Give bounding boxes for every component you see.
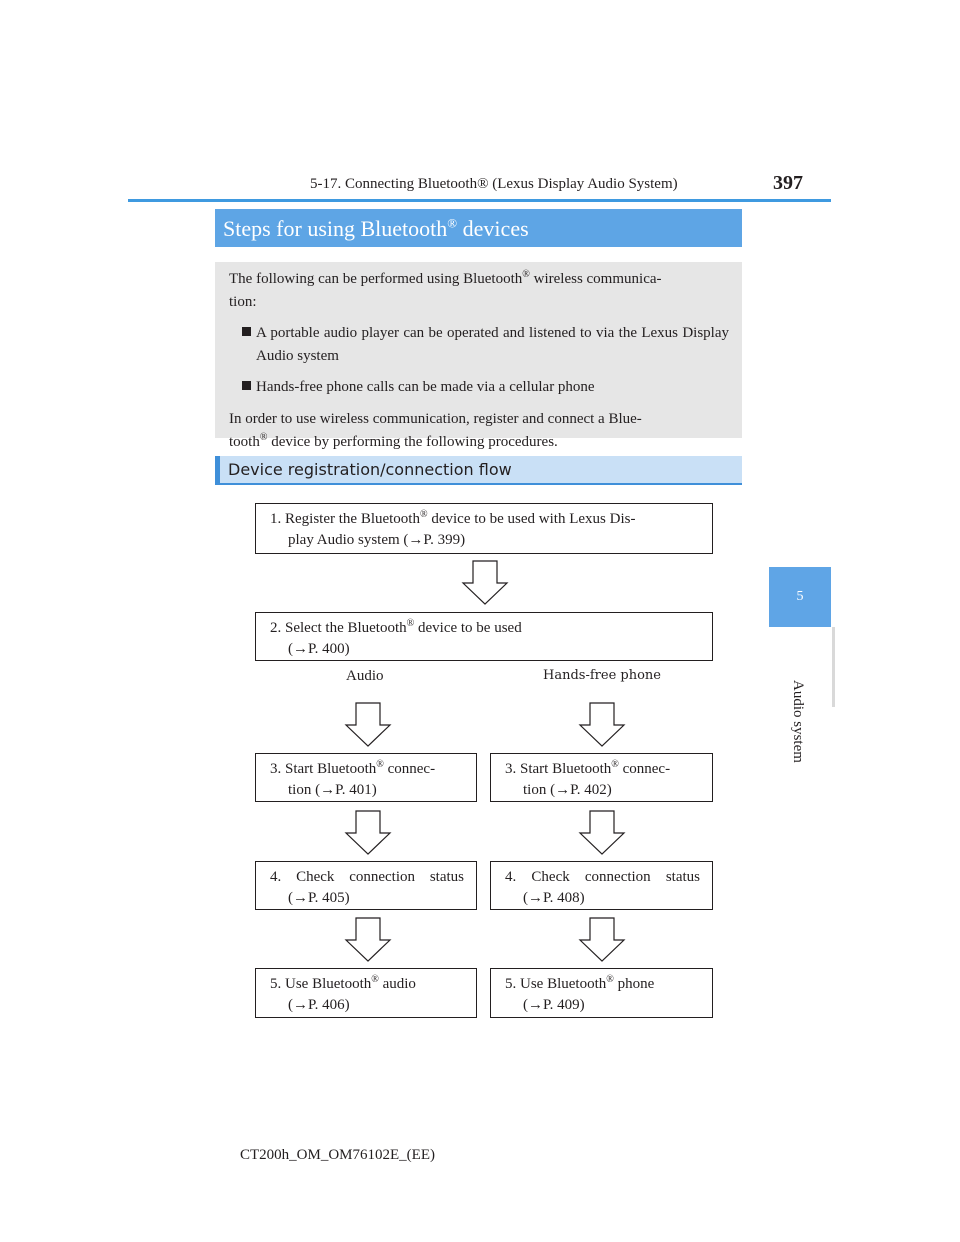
page-number: 397 [773, 172, 803, 194]
reg-mark: ® [376, 759, 384, 770]
flow-step-5-audio [255, 968, 477, 1018]
branch-label-phone: Hands-free phone [543, 668, 661, 683]
title-text-2: devices [457, 216, 529, 241]
chapter-label [788, 680, 818, 763]
down-arrow-icon [578, 702, 626, 748]
down-arrow-icon [344, 702, 392, 748]
flow-step-4-audio [255, 861, 477, 910]
intro-box [215, 262, 742, 450]
step-text: device to be used with Lexus Dis- [427, 511, 636, 527]
down-arrow-icon [578, 810, 626, 856]
intro-paragraph [229, 268, 729, 314]
step-text: (→P. 400) [288, 641, 350, 657]
section-subtitle [215, 456, 742, 483]
reg-mark: ® [406, 618, 415, 629]
step-text: 5. Use Bluetooth [505, 976, 607, 992]
reg-mark: ® [611, 759, 619, 770]
closing-text-3: device by performing the following procedures. [267, 434, 558, 450]
intro-text-3: tion: [229, 294, 257, 310]
step-text: device to be used [414, 620, 522, 636]
intro-closing [229, 408, 729, 454]
page-title [215, 209, 742, 247]
branch-label-audio: Audio [346, 668, 384, 684]
closing-reg-mark: ® [259, 432, 268, 443]
step-text: 3. Start Bluetooth [505, 761, 612, 777]
step-text: phone [613, 976, 655, 992]
step-text: 4. Check connection status [270, 869, 464, 885]
down-arrow-icon [344, 917, 392, 963]
intro-reg-mark: ® [522, 269, 530, 280]
step-text: connec- [618, 761, 671, 777]
bullet-text: A portable audio player can be operated and listened to via the Lexus Display Audio system [256, 325, 729, 364]
chapter-tab: 5 [769, 567, 831, 627]
flow-step-3-phone [490, 753, 713, 802]
step-text: tion (→P. 401) [288, 782, 377, 798]
section-header: 5-17. Connecting Bluetooth® (Lexus Display Audio System) [310, 176, 678, 192]
step-text: 5. Use Bluetooth [270, 976, 372, 992]
document-code: CT200h_OM_OM76102E_(EE) [240, 1147, 435, 1163]
intro-text-2: wireless communica- [529, 271, 662, 287]
step-text: (→P. 405) [288, 890, 350, 906]
step-text: play Audio system (→P. 399) [288, 532, 466, 548]
reg-mark: ® [606, 974, 614, 985]
chapter-tab-rule [832, 627, 835, 707]
flow-step-2 [255, 612, 713, 661]
step-text: (→P. 406) [288, 997, 350, 1013]
step-text: 4. Check connection status [505, 869, 700, 885]
subtitle-accent [215, 456, 220, 483]
reg-mark: ® [371, 974, 379, 985]
bullet-square-icon [242, 327, 251, 336]
intro-text-1: The following can be performed using Bluetooth [229, 271, 523, 287]
step-text: (→P. 409) [523, 997, 585, 1013]
down-arrow-icon [344, 810, 392, 856]
reg-mark: ® [419, 509, 428, 520]
flow-step-5-phone [490, 968, 713, 1018]
step-text: 1. Register the Bluetooth [270, 511, 420, 527]
step-text: audio [378, 976, 416, 992]
step-text: tion (→P. 402) [523, 782, 612, 798]
flow-step-4-phone [490, 861, 713, 910]
down-arrow-icon [578, 917, 626, 963]
bullet-square-icon [242, 381, 251, 390]
flow-step-1 [255, 503, 713, 554]
step-text: (→P. 408) [523, 890, 585, 906]
title-text-1: Steps for using Bluetooth [223, 216, 448, 241]
subtitle-rule [215, 483, 742, 485]
down-arrow-icon [461, 560, 509, 606]
closing-text-1: In order to use wireless communication, register and connect a Blue- [229, 411, 642, 427]
flow-step-3-audio [255, 753, 477, 802]
step-text: 2. Select the Bluetooth [270, 620, 407, 636]
chapter-label-text: Audio system [790, 680, 806, 763]
bullet-item [242, 322, 729, 368]
closing-text-2: tooth [229, 434, 260, 450]
title-reg-mark: ® [447, 215, 458, 231]
bullet-item [242, 376, 729, 399]
bullet-text: Hands-free phone calls can be made via a cellular phone [256, 379, 595, 395]
header-rule [128, 199, 831, 202]
subtitle-text: Device registration/connection flow [228, 460, 512, 479]
step-text: 3. Start Bluetooth [270, 761, 377, 777]
step-text: connec- [383, 761, 436, 777]
